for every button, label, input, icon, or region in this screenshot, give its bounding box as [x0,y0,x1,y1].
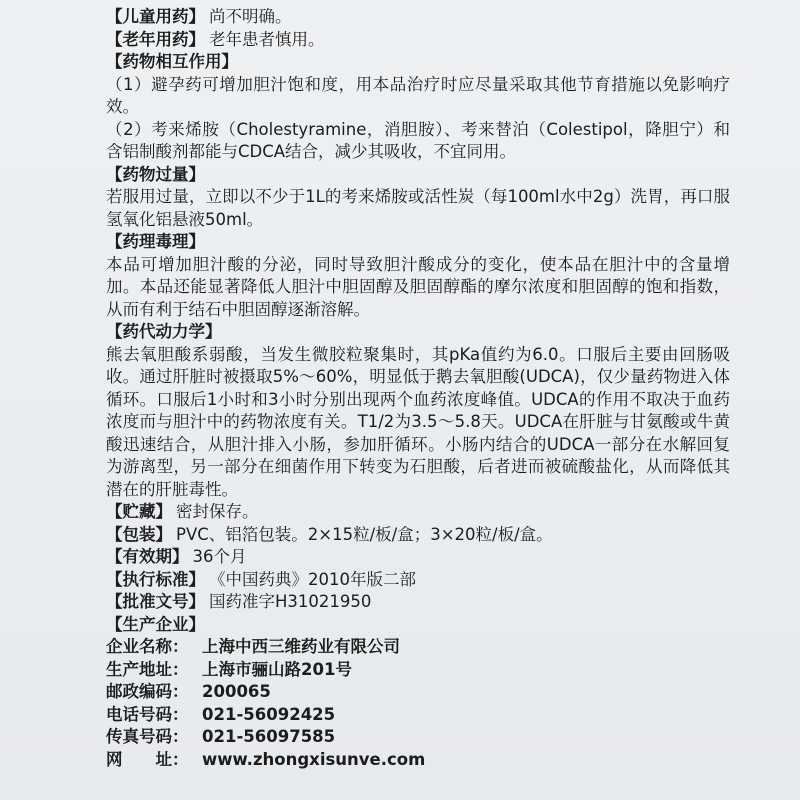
approval-text: 国药准字H31021950 [209,592,372,611]
validity-text: 36个月 [192,547,247,566]
elderly-section [106,29,730,52]
manufacturer-header: 【生产企业】 [106,614,205,634]
package-text: PVC、铝箔包装。2×15粒/板/盒；3×20粒/板/盒。 [176,524,553,544]
pharmacology-section [106,231,730,254]
company-postcode-row [106,681,730,704]
interactions-header: 【药物相互作用】 [106,52,238,71]
standard-section [106,569,730,592]
manufacturer-section [106,614,730,637]
elderly-header: 【老年用药】 [106,29,205,49]
children-text: 尚不明确。 [209,7,292,26]
pharmacokinetics-section [106,321,730,344]
company-phone-row [106,704,730,727]
storage-section [106,501,730,524]
company-web-label: 网 址： [106,749,189,769]
company-postcode-label: 邮政编码： [106,682,189,701]
leaflet-content [106,6,730,771]
overdose-text: 若服用过量，立即以不少于1L的考来烯胺或活性炭（每100ml水中2g）洗胃，再口服氢氧化铝悬液50ml。 [106,187,730,229]
children-section [106,6,730,29]
interactions-section [106,51,730,74]
company-name: 上海中西三维药业有限公司 [202,637,400,656]
pharmacology-header: 【药理毒理】 [106,232,205,251]
approval-section [106,591,730,614]
overdose-header: 【药物过量】 [106,164,205,184]
company-postcode: 200065 [202,682,271,701]
company-name-row [106,636,730,659]
company-phone: 021-56092425 [202,704,336,724]
standard-text: 《中国药典》2010年版二部 [209,569,416,589]
pharmacology-text: 本品可增加胆汁酸的分泌，同时导致胆汁酸成分的变化，使本品在胆汁中的含量增加。本品还能显著降低人胆汁中胆固醇及胆固醇酯的摩尔浓度和胆固醇的饱和指数，从而有利于结石中胆固醇逐渐溶解。 [106,254,730,319]
package-header: 【包装】 [106,524,172,544]
company-address-label: 生产地址： [106,659,189,679]
approval-header: 【批准文号】 [106,592,205,611]
validity-header: 【有效期】 [106,547,189,566]
interactions-item-1: （1）避孕药可增加胆汁饱和度，用本品治疗时应尽量采取其他节育措施以免影响疗效。 [106,74,730,116]
storage-text: 密封保存。 [176,502,259,521]
company-fax: 021-56097585 [202,727,336,746]
standard-header: 【执行标准】 [106,569,205,589]
company-name-label: 企业名称： [106,637,189,656]
company-website: www.zhongxisunve.com [202,749,426,769]
company-web-row [106,749,730,772]
company-address: 上海市骊山路201号 [202,659,352,679]
package-section [106,524,730,547]
interactions-item-2: （2）考来烯胺（Cholestyramine，消胆胺）、考来替泊（Colestipol，降胆宁）和含铝制酸剂都能与CDCA结合，减少其吸收，不宜同用。 [106,119,730,161]
validity-section [106,546,730,569]
storage-header: 【贮藏】 [106,502,172,521]
company-address-row [106,659,730,682]
company-phone-label: 电话号码： [106,704,189,724]
pharmacokinetics-header: 【药代动力学】 [106,322,222,341]
overdose-section [106,164,730,187]
company-fax-row [106,726,730,749]
children-header: 【儿童用药】 [106,7,205,26]
pharmacokinetics-text: 熊去氧胆酸系弱酸，当发生微胶粒聚集时，其pKa值约为6.0。口服后主要由回肠吸收。通过肝脏时被摄取5%～60%，明显低于鹅去氧胆酸(UDCA)，仅少量药物进入体循环。口服后1小时和3小时分别出现两个血药浓度峰值。UDCA的作用不取决于血药浓度而与胆汁中的药物浓度有关。T1/2为3.5～5.8天。UDCA在肝脏与甘氨酸或牛黄酸迅速结合，从胆汁排入小肠，参加肝循环。小肠内结合的UDCA一部分在水解回复为游离型，另一部分在细菌作用下转变为石胆酸，后者进而被硫酸盐化，从而降低其潜在的肝脏毒性。 [106,344,730,499]
elderly-text: 老年患者慎用。 [209,29,325,49]
company-fax-label: 传真号码： [106,727,189,746]
